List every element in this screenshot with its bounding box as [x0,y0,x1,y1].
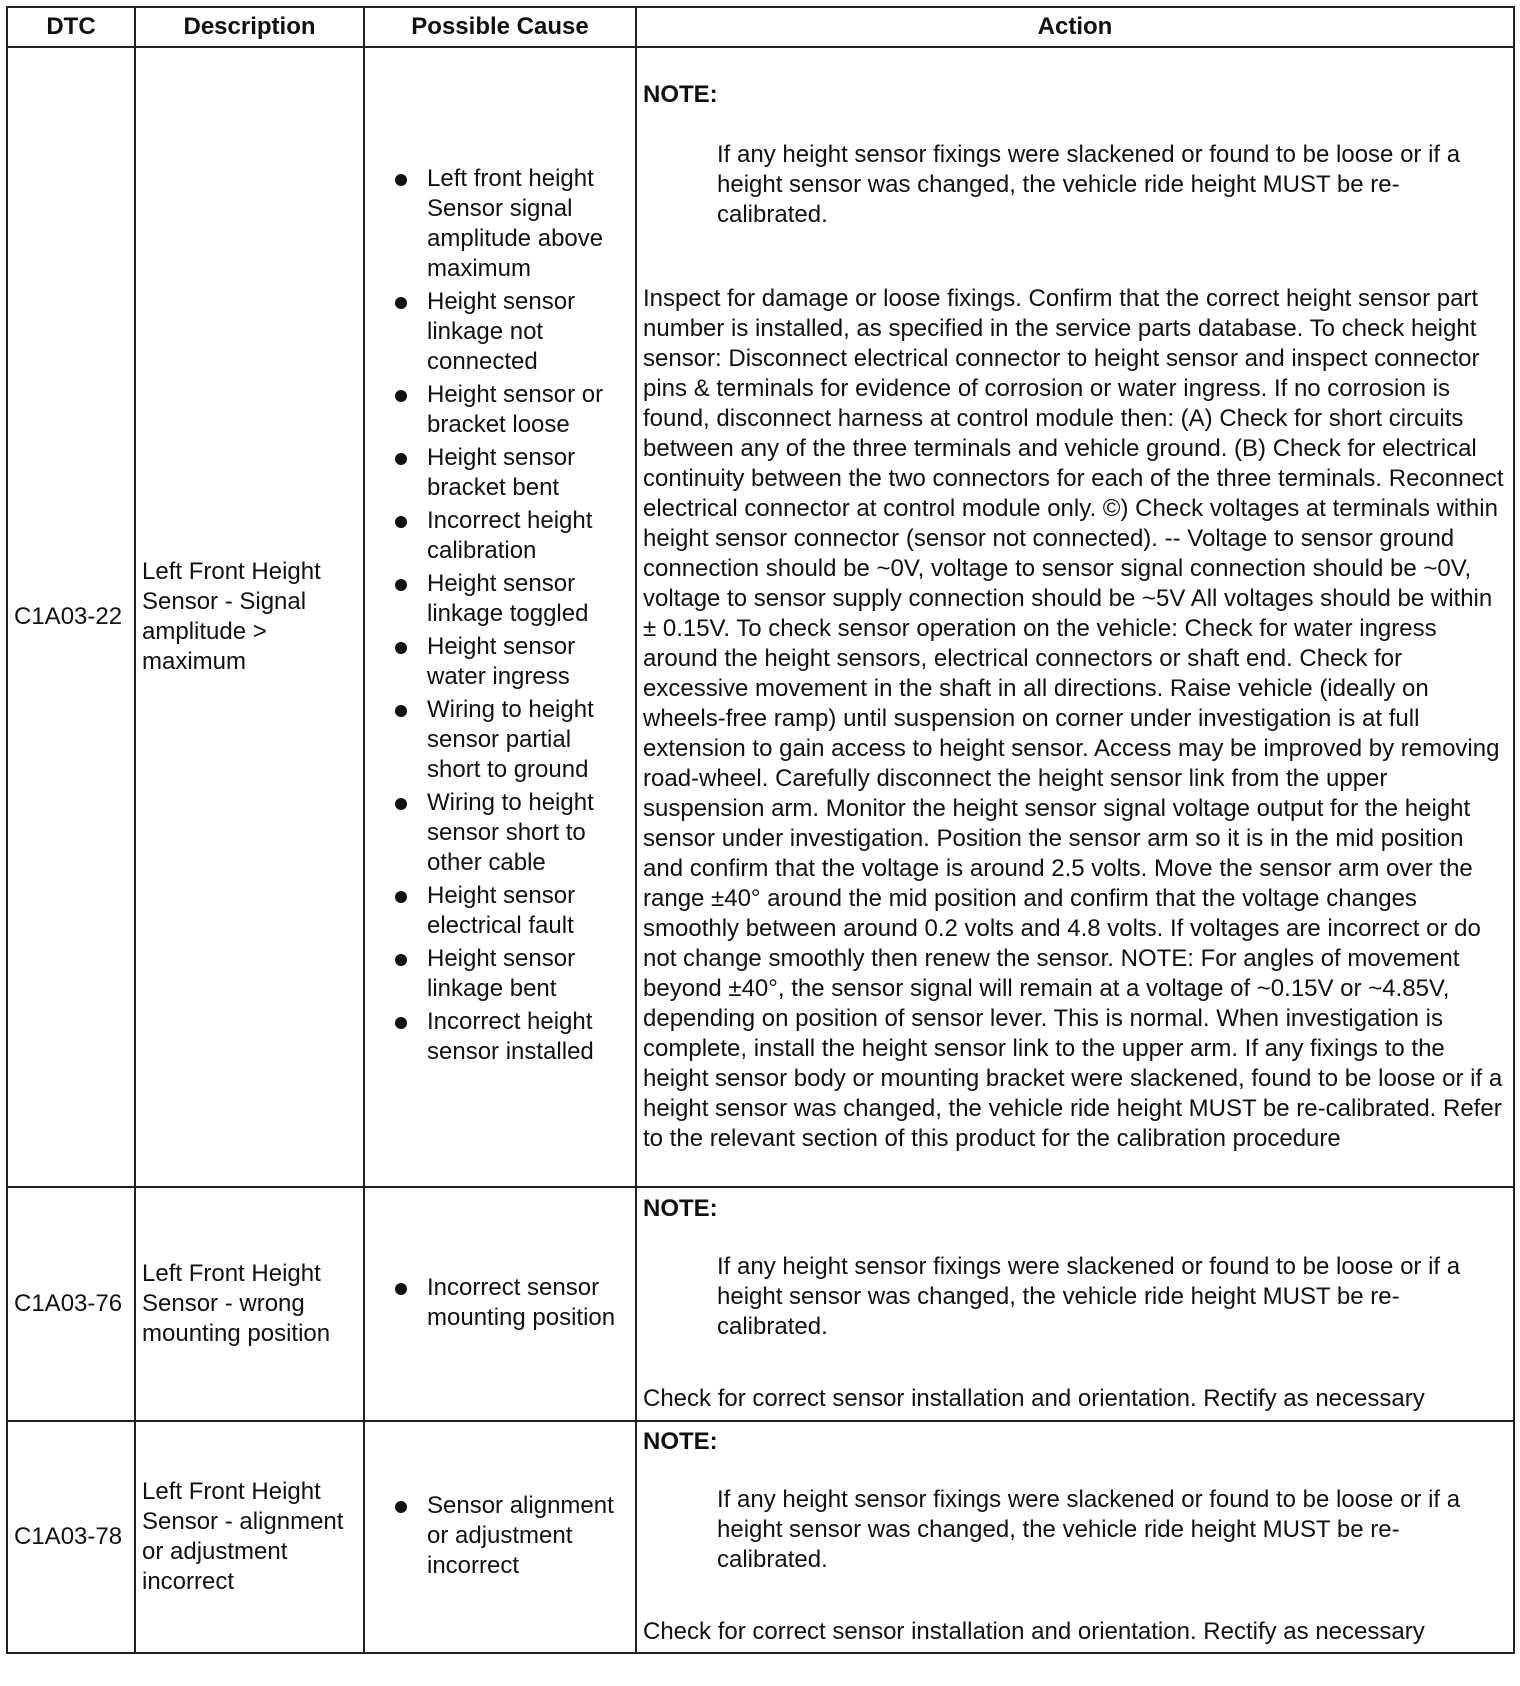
table-header [7,7,1514,47]
possible-cause-cell [364,47,636,1187]
note-title: NOTE: [643,1195,718,1222]
possible-cause-cell [364,1421,636,1653]
cause-item [391,506,629,566]
cause-text: Height sensor linkage toggled [427,570,589,627]
dtc-description: Left Front Height Sensor - Signal amplitude > maximum [135,47,364,1187]
cause-item [391,380,629,440]
cause-item [391,632,629,692]
cause-text: Height sensor linkage bent [427,945,576,1002]
header-possible-cause: Possible Cause [364,7,636,47]
header-row [7,7,1514,47]
action-text: Inspect for damage or loose fixings. Confirm that the correct height sensor part number is installed, as specified in the service parts database. To check height sensor: Disconnect electrical connector to height sensor and inspect connector pins & terminals for evidence of corrosion or water ingress. If no corrosion is found, disconnect harness at control module then: (A) Check for short circuits between any of the three terminals and vehicle ground. (B) Check for electrical continuity between the two connectors for each of the three terminals. Reconnect electrical connector at control module only. ©) Check voltages at terminals within height sensor connector (sensor not connected). -- Voltage to sensor ground connection should be ~0V, voltage to sensor signal connection should be ~0V, voltage to sensor supply connection should be ~5V All voltages should be within ± 0.15V. To check sensor operation on the vehicle: Check for water ingress around the height sensors, electrical connectors or shaft end. Check for excessive movement in the shaft in all directions. Raise vehicle (ideally on wheels-free ramp) until suspension on corner under investigation is at full extension to gain access to height sensor. Access may be improved by removing road-wheel. Carefully disconnect the height sensor link from the upper suspension arm. Monitor the height sensor signal voltage output for the height sensor under investigation. Position the sensor arm so it is in the mid position and confirm that the voltage is around 2.5 volts. Move the sensor arm over the range ±40° around the mid position and confirm that the voltage changes smoothly between around 0.2 volts and 4.8 volts. If voltages are incorrect or do not change smoothly then renew the sensor. NOTE: For angles of movement beyond ±40°, the sensor signal will remain at a voltage of ~0.15V or ~4.85V, depending on position of sensor lever. This is normal. When investigation is complete, install the height sensor link to the upper arm. If any fixings to the height sensor body or mounting bracket were slackened, found to be loose or if a height sensor was changed, the vehicle ride height MUST be re-calibrated. Refer to the relevant section of this product for the calibration procedure [643,285,1504,1152]
cause-text: Wiring to height sensor partial short to ground [427,696,594,783]
note-title: NOTE: [643,81,718,108]
cause-text: Incorrect sensor mounting position [427,1273,616,1331]
cause-text: Wiring to height sensor short to other cable [427,789,594,876]
dtc-table [6,6,1515,1654]
cause-list [371,164,629,1067]
cause-item [391,287,629,377]
action-cell [636,1421,1514,1653]
bullet-icon [395,516,407,528]
cause-item [391,569,629,629]
dtc-code: C1A03-76 [7,1187,135,1421]
dtc-description: Left Front Height Sensor - wrong mounting position [135,1187,364,1421]
cause-item [391,695,629,785]
bullet-icon [395,579,407,591]
cause-text: Sensor alignment or adjustment incorrect [427,1491,614,1579]
cause-text: Height sensor or bracket loose [427,381,604,438]
action-text: Check for correct sensor installation and orientation. Rectify as necessary [643,1618,1425,1645]
bullet-icon [395,642,407,654]
cause-text: Height sensor water ingress [427,633,576,690]
cause-list [371,1491,629,1581]
table-row [7,1421,1514,1653]
bullet-icon [395,798,407,810]
header-action: Action [636,7,1514,47]
cause-text: Incorrect height sensor installed [427,1008,594,1065]
table-body [7,47,1514,1653]
header-description: Description [135,7,364,47]
bullet-icon [395,1017,407,1029]
cause-item [391,1273,629,1333]
note-text: If any height sensor fixings were slackened or found to be loose or if a height sensor was changed, the vehicle ride height MUST be re-calibrated. [717,1253,1461,1340]
action-cell [636,1187,1514,1421]
bullet-icon [395,954,407,966]
cause-item [391,881,629,941]
cause-item [391,443,629,503]
bullet-icon [395,453,407,465]
bullet-icon [395,390,407,402]
cause-text: Left front height Sensor signal amplitude above maximum [427,165,604,282]
note-text: If any height sensor fixings were slackened or found to be loose or if a height sensor was changed, the vehicle ride height MUST be re-calibrated. [717,141,1461,228]
dtc-code: C1A03-22 [7,47,135,1187]
dtc-code: C1A03-78 [7,1421,135,1653]
cause-item [391,944,629,1004]
note-text: If any height sensor fixings were slackened or found to be loose or if a height sensor was changed, the vehicle ride height MUST be re-calibrated. [717,1486,1461,1573]
bullet-icon [395,891,407,903]
possible-cause-cell [364,1187,636,1421]
cause-item [391,788,629,878]
dtc-description: Left Front Height Sensor - alignment or adjustment incorrect [135,1421,364,1653]
bullet-icon [395,705,407,717]
table-row [7,1187,1514,1421]
bullet-icon [395,174,407,186]
cause-item [391,164,629,284]
cause-text: Height sensor linkage not connected [427,288,576,375]
cause-text: Height sensor electrical fault [427,882,576,939]
cause-text: Height sensor bracket bent [427,444,576,501]
note-title: NOTE: [643,1428,718,1455]
action-text: Check for correct sensor installation and orientation. Rectify as necessary [643,1385,1425,1412]
bullet-icon [395,297,407,309]
bullet-icon [395,1501,407,1513]
cause-text: Incorrect height calibration [427,507,593,564]
cause-item [391,1491,629,1581]
cause-list [371,1273,629,1333]
bullet-icon [395,1283,407,1295]
header-dtc: DTC [7,7,135,47]
cause-item [391,1007,629,1067]
table-row [7,47,1514,1187]
action-cell [636,47,1514,1187]
